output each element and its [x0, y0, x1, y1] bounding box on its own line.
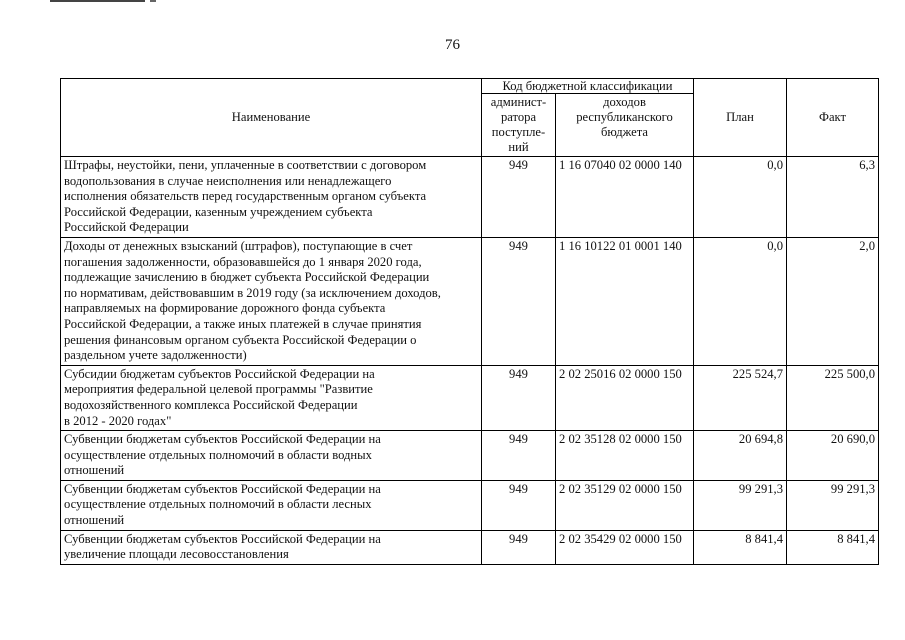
- row-name-line: направляемых на формирование дорожного фонда субъекта: [64, 301, 386, 316]
- header-admin: [482, 94, 556, 157]
- row-admin-code: 949: [482, 431, 556, 481]
- row-name-line: Субсидии бюджетам субъектов Российской Федерации на: [64, 366, 375, 381]
- row-name-line: Российской Федерации, а также иных платежей в случае принятия: [64, 316, 422, 331]
- row-name-line: отношений: [64, 513, 125, 528]
- row-plan: 0,0: [694, 237, 787, 365]
- table-row: [61, 530, 879, 564]
- row-name-line: Субвенции бюджетам субъектов Российской Федерации на: [64, 432, 381, 447]
- table-header: [61, 79, 879, 157]
- header-income: [556, 94, 694, 157]
- row-name: [61, 157, 482, 238]
- table-row: [61, 237, 879, 365]
- table-row: [61, 365, 879, 430]
- row-fact: 225 500,0: [787, 365, 879, 430]
- header-fact: Факт: [787, 79, 879, 157]
- table-row: [61, 431, 879, 481]
- row-fact: 2,0: [787, 237, 879, 365]
- header-name: Наименование: [61, 79, 482, 157]
- budget-table: [60, 78, 879, 565]
- table-body: [61, 157, 879, 565]
- row-name: [61, 431, 482, 481]
- row-name-line: подлежащие зачислению в бюджет субъекта Российской Федерации: [64, 270, 430, 285]
- row-plan: 225 524,7: [694, 365, 787, 430]
- row-income-code: 2 02 35128 02 0000 150: [556, 431, 694, 481]
- row-income-code: 1 16 07040 02 0000 140: [556, 157, 694, 238]
- row-plan: 0,0: [694, 157, 787, 238]
- row-admin-code: 949: [482, 237, 556, 365]
- row-name: [61, 480, 482, 530]
- header-income-line: доходов: [603, 95, 646, 109]
- row-name-line: исполнения обязательств перед государственным органом субъекта: [64, 189, 427, 204]
- header-admin-line: ратора: [500, 110, 537, 124]
- row-income-code: 2 02 25016 02 0000 150: [556, 365, 694, 430]
- row-name: [61, 530, 482, 564]
- row-name-line: Российской Федерации, казенным учреждением субъекта: [64, 204, 373, 219]
- row-name-line: Российской Федерации: [64, 220, 189, 235]
- top-scan-mark-small: [150, 0, 156, 2]
- row-name-line: решения финансовым органом субъекта Российской Федерации о: [64, 332, 417, 347]
- row-income-code: 1 16 10122 01 0001 140: [556, 237, 694, 365]
- header-admin-line: поступле-: [491, 125, 546, 139]
- row-admin-code: 949: [482, 530, 556, 564]
- row-admin-code: 949: [482, 157, 556, 238]
- row-name-line: водопользования в случае неисполнения или ненадлежащего: [64, 173, 392, 188]
- row-admin-code: 949: [482, 365, 556, 430]
- row-name: [61, 237, 482, 365]
- row-name-line: мероприятия федеральной целевой программы "Развитие: [64, 382, 373, 397]
- row-name-line: водохозяйственного комплекса Российской Федерации: [64, 397, 358, 412]
- row-name-line: осуществление отдельных полномочий в области водных: [64, 447, 372, 462]
- header-plan: План: [694, 79, 787, 157]
- row-admin-code: 949: [482, 480, 556, 530]
- table-row: [61, 480, 879, 530]
- row-income-code: 2 02 35129 02 0000 150: [556, 480, 694, 530]
- row-name-line: в 2012 - 2020 годах": [64, 413, 172, 428]
- row-fact: 20 690,0: [787, 431, 879, 481]
- row-name-line: осуществление отдельных полномочий в области лесных: [64, 497, 372, 512]
- row-name-line: раздельном учете задолженности): [64, 348, 247, 363]
- row-plan: 99 291,3: [694, 480, 787, 530]
- row-fact: 99 291,3: [787, 480, 879, 530]
- page-number: 76: [445, 37, 460, 53]
- row-name-line: Субвенции бюджетам субъектов Российской Федерации на: [64, 481, 381, 496]
- row-plan: 8 841,4: [694, 530, 787, 564]
- header-admin-line: ний: [508, 140, 529, 154]
- row-fact: 8 841,4: [787, 530, 879, 564]
- table-row: [61, 157, 879, 238]
- row-name-line: отношений: [64, 463, 125, 478]
- header-row-1: [61, 79, 879, 94]
- header-income-line: бюджета: [601, 125, 648, 139]
- row-fact: 6,3: [787, 157, 879, 238]
- row-name-line: Штрафы, неустойки, пени, уплаченные в соответствии с договором: [64, 158, 427, 172]
- header-income-line: республиканского: [576, 110, 673, 124]
- header-code-group: Код бюджетной классификации: [482, 79, 694, 94]
- row-income-code: 2 02 35429 02 0000 150: [556, 530, 694, 564]
- row-plan: 20 694,8: [694, 431, 787, 481]
- row-name-line: Субвенции бюджетам субъектов Российской Федерации на: [64, 531, 381, 546]
- row-name: [61, 365, 482, 430]
- row-name-line: по нормативам, действовавшим в 2019 году (за исключением доходов,: [64, 285, 441, 300]
- row-name-line: погашения задолженности, образовавшейся до 1 января 2020 года,: [64, 254, 422, 269]
- row-name-line: увеличение площади лесовосстановления: [64, 547, 289, 562]
- row-name-line: Доходы от денежных взысканий (штрафов), поступающие в счет: [64, 238, 413, 253]
- header-admin-line: админист-: [490, 95, 547, 109]
- top-scan-mark: [50, 0, 145, 2]
